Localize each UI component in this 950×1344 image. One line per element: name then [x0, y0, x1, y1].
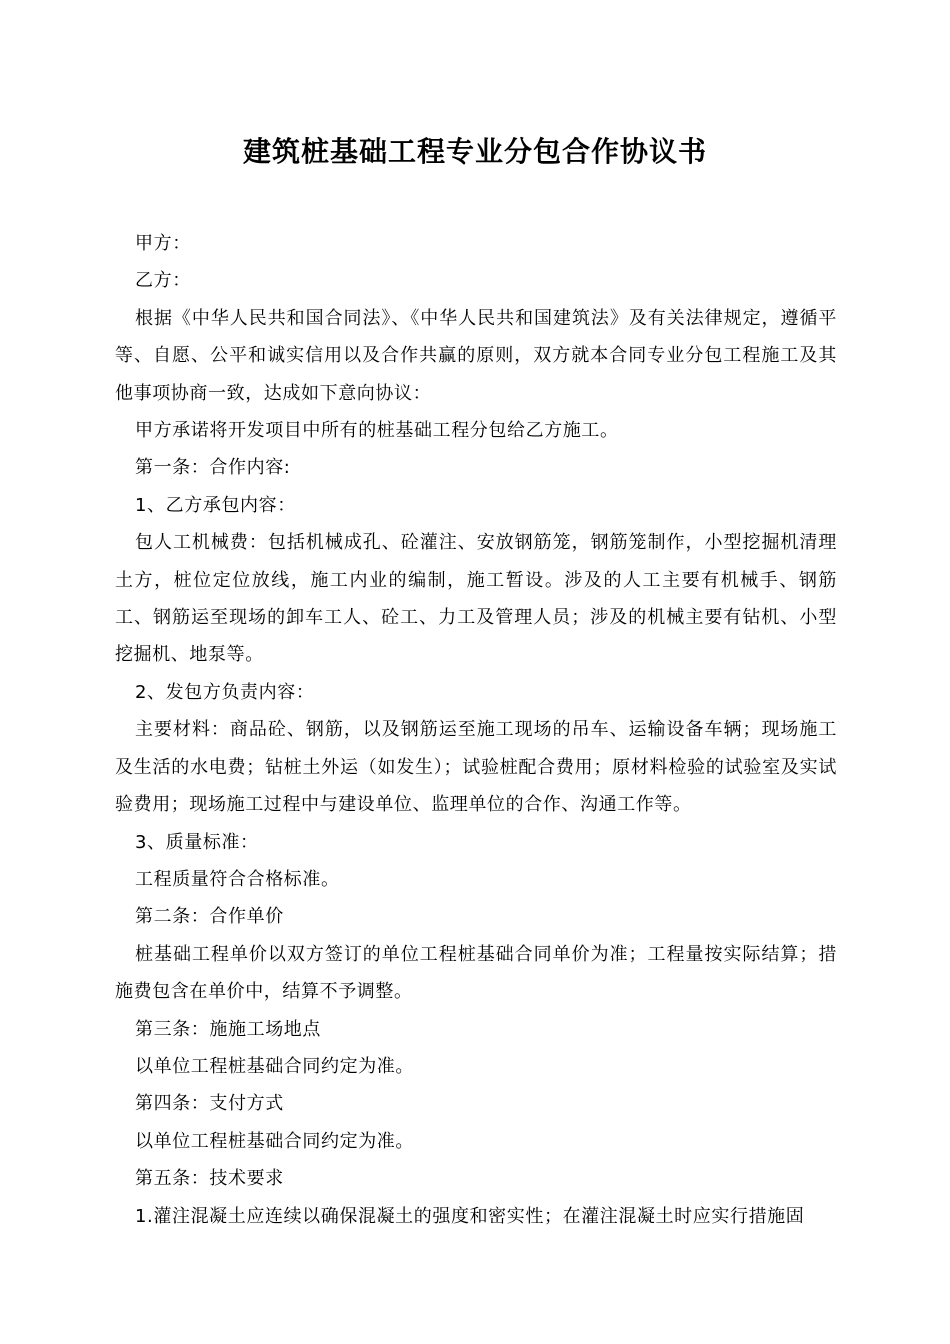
article-4-heading: 第四条：支付方式	[135, 1093, 284, 1115]
party-a-line: 甲方：	[135, 233, 191, 254]
article-3-paragraph: 以单位工程桩基础合同约定为准。	[135, 1055, 414, 1077]
article-3-heading: 第三条：施施工场地点	[135, 1018, 321, 1040]
preamble-paragraph: 根据《中华人民共和国合同法》、《中华人民共和国建筑法》及有关法律规定，遵循平等、自愿、公平和诚实信用以及合作共赢的原则，双方就本合同专业分包工程施工及其他事项协商一致，达成如下意向协议：	[115, 307, 837, 404]
section-1-paragraph: 包人工机械费：包括机械成孔、砼灌注、安放钢筋笼，钢筋笼制作，小型挖掘机清理土方，桩位定位放线，施工内业的编制，施工暂设。涉及的人工主要有机械手、钢筋工、钢筋运至现场的卸车工人、砼工、力工及管理人员；涉及的机械主要有钻机、小型挖掘机、地泵等。	[115, 532, 837, 666]
section-2-heading: 2、发包方负责内容：	[135, 681, 315, 703]
section-1-heading: 1、乙方承包内容：	[135, 494, 296, 516]
document-body	[115, 225, 837, 1235]
section-3-paragraph: 工程质量符合合格标准。	[135, 868, 340, 890]
article-4-paragraph: 以单位工程桩基础合同约定为准。	[135, 1130, 414, 1152]
article-1-heading: 第一条：合作内容:	[135, 457, 291, 479]
section-2-paragraph: 主要材料：商品砼、钢筋，以及钢筋运至施工现场的吊车、运输设备车辆；现场施工及生活的水电费；钻桩土外运（如发生）；试验桩配合费用；原材料检验的试验室及实试验费用；现场施工过程中与建设单位、监理单位的合作、沟通工作等。	[115, 719, 837, 816]
document-title: 建筑桩基础工程专业分包合作协议书	[242, 135, 707, 168]
commitment-paragraph: 甲方承诺将开发项目中所有的桩基础工程分包给乙方施工。	[135, 420, 619, 442]
section-3-heading: 3、质量标准：	[135, 831, 259, 853]
article-2-heading: 第二条：合作单价	[135, 906, 284, 928]
article-5-item-1: 1.灌注混凝土应连续以确保混凝土的强度和密实性；在灌注混凝土时应实行措施固	[135, 1205, 805, 1227]
party-b-line: 乙方：	[135, 270, 191, 292]
article-5-heading: 第五条：技术要求	[135, 1168, 284, 1190]
article-2-paragraph: 桩基础工程单价以双方签订的单位工程桩基础合同单价为准；工程量按实际结算；措施费包含在单价中，结算不予调整。	[115, 943, 837, 1003]
